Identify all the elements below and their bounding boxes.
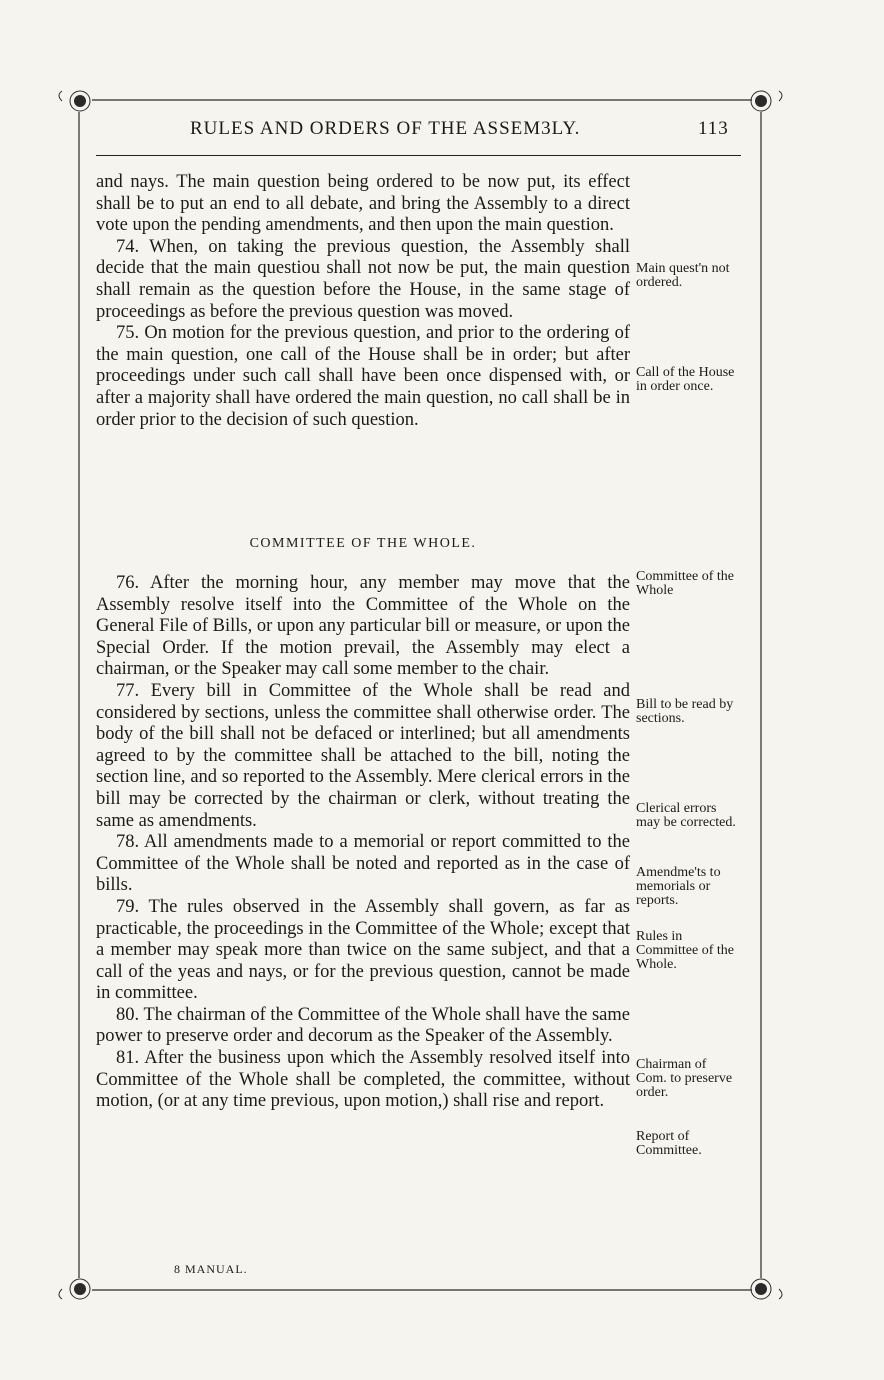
page-number: 113 (698, 118, 729, 139)
body-text-top (96, 172, 630, 431)
paragraph-76: 76. After the morning hour, any member may move that the Assembly resolve itself into the Committee of the Whole on the General File of Bills, or upon any particular bill or measure, or upon the Special Order. If the motion prevail, the Assembly may elect a chairman, or the Speaker may call some member to the chair. (96, 573, 630, 680)
paragraph-continuation: and nays. The main question being ordered to be now put, its effect shall be to put an end to all debate, and bring the Assembly to a direct vote upon the pending amendments, and then upon the main question. (96, 172, 630, 236)
paragraph-80: 80. The chairman of the Committee of the Whole shall have the same power to preserve order and decorum as the Speaker of the Assembly. (96, 1004, 630, 1047)
header-divider (96, 155, 741, 156)
margin-note: Main quest'n not ordered. (636, 261, 730, 290)
paragraph-78: 78. All amendments made to a memorial or report committed to the Committee of the Whole shall be noted and reported as in the case of bills. (96, 832, 630, 896)
paragraph-75: 75. On motion for the previous question, and prior to the ordering of the main question, one call of the House shall be in order; but after proceedings under such call shall have been once dispensed with, or after a majority shall have ordered the main question, no call shall be in order prior to the decision of such question. (96, 323, 630, 430)
paragraph-74: 74. When, on taking the previous question, the Assembly shall decide that the main questiou shall not now be put, the main question shall remain as the question before the House, in the same stage of proceedings as before the previous question was moved. (96, 236, 630, 322)
margin-note: Bill to be read by sections. (636, 697, 734, 726)
page-title: RULES AND ORDERS OF THE ASSEM3LY. (190, 118, 581, 139)
margin-note: Chairman of Com. to preserve order. (636, 1057, 733, 1100)
margin-note: Clerical errors may be corrected. (636, 801, 736, 830)
page-footer: 8 MANUAL. (174, 1262, 248, 1276)
margin-note: Amendme'ts to memorials or reports. (636, 865, 721, 908)
body-text-bottom (96, 573, 630, 1113)
margin-note: Rules in Committee of the Whole. (636, 929, 734, 972)
margin-note: Report of Committee. (636, 1129, 702, 1158)
margin-note: Committee of the Whole (636, 569, 734, 598)
paragraph-81: 81. After the business upon which the Assembly resolved itself into Committee of the Whole shall be completed, the committee, without motion, (or at any time previous, upon motion,) shall rise and report. (96, 1048, 630, 1112)
paragraph-77: 77. Every bill in Committee of the Whole shall be read and considered by sections, unless the committee shall otherwise order. The body of the bill shall not be defaced or interlined; but all amendments agreed to by the committee shall be attached to the bill, noting the section line, and so reported to the Assembly. Mere clerical errors in the bill may be corrected by the chairman or clerk, without treating the same as amendments. (96, 680, 630, 831)
margin-note: Call of the House in order once. (636, 365, 735, 394)
paragraph-79: 79. The rules observed in the Assembly shall govern, as far as practicable, the proceedings in the Committee of the Whole; except that a member may speak more than twice on the same subject, and that a call of the yeas and nays, or for the previous question, cannot be made in committee. (96, 896, 630, 1004)
section-heading: COMMITTEE OF THE WHOLE. (249, 536, 477, 551)
